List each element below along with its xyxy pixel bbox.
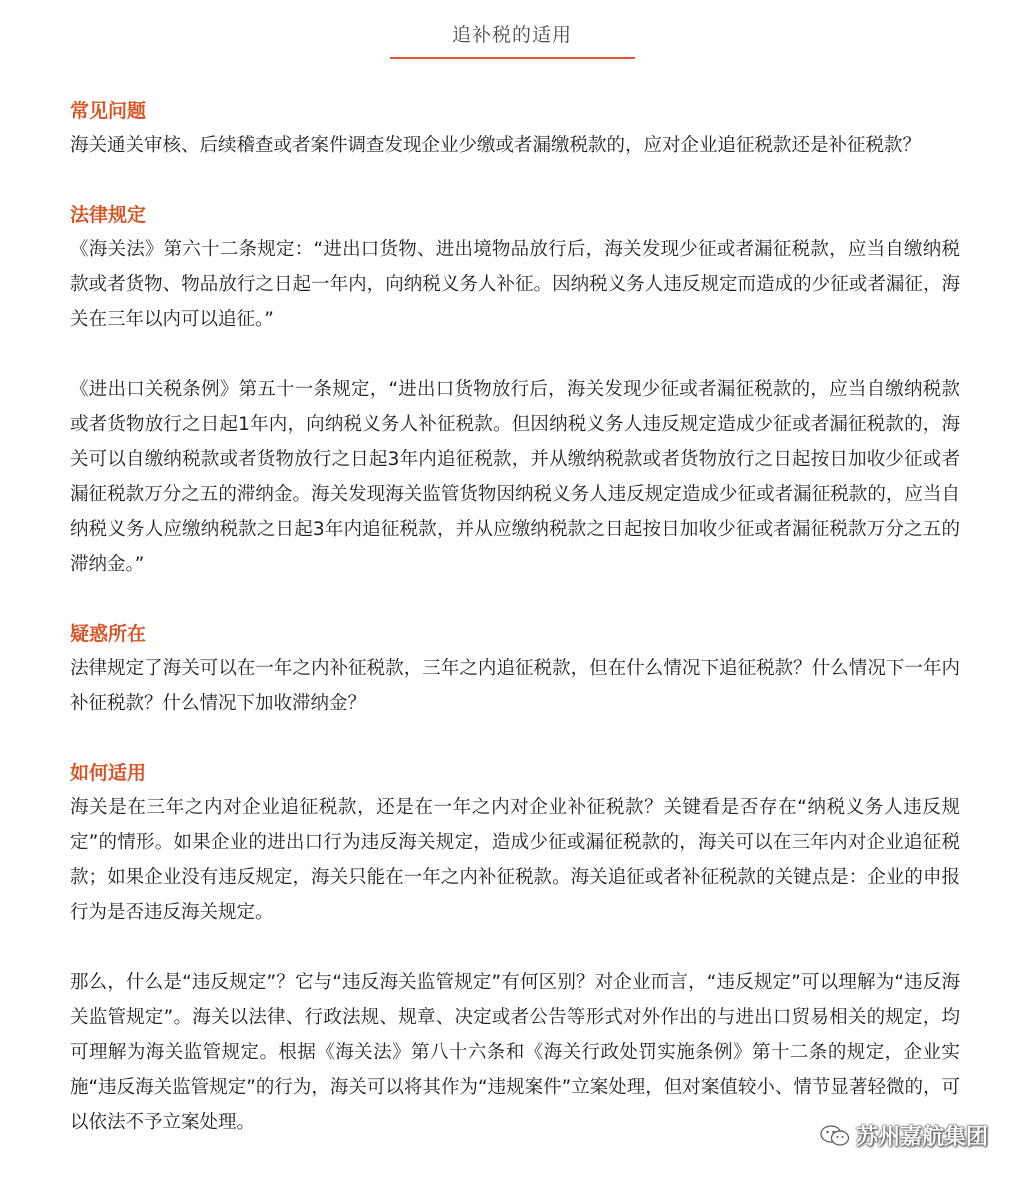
wechat-icon — [820, 1125, 850, 1147]
section-paragraph: 法律规定了海关可以在一年之内补征税款，三年之内追征税款，但在什么情况下追征税款？什么情况下一年内补征税款？什么情况下加收滞纳金？ — [70, 658, 960, 714]
section-legal-provisions — [70, 198, 960, 582]
article-title: 追补税的适用 — [451, 24, 572, 46]
section-paragraph: 海关是在三年之内对企业追征税款，还是在一年之内对企业补征税款？关键看是否存在“纳税义务人违反规定”的情形。如果企业的进出口行为违反海关规定，造成少征或漏征税款的，海关可以在三年内对企业追征税款；如果企业没有违反规定，海关只能在一年之内补征税款。海关追征或者补征税款的关键点是：企业的申报行为是否违反海关规定。 — [70, 797, 960, 923]
section-how-to-apply — [70, 756, 960, 1140]
section-heading: 如何适用 — [70, 762, 147, 784]
title-wrap — [0, 20, 1024, 50]
article-body — [70, 94, 960, 1140]
watermark-text: 苏州嘉航集团 — [855, 1125, 988, 1150]
section-paragraph: 《海关法》第六十二条规定：“进出口货物、进出境物品放行后，海关发现少征或者漏征税款，应当自缴纳税款或者货物、物品放行之日起一年内，向纳税义务人补征。因纳税义务人违反规定而造成的少征或者漏征，海关在三年以内可以追征。” — [70, 239, 960, 330]
section-common-question — [70, 94, 960, 163]
section-heading: 疑惑所在 — [70, 623, 147, 645]
section-heading: 常见问题 — [70, 100, 147, 122]
watermark — [820, 1120, 988, 1151]
section-paragraph: 那么，什么是“违反规定”？它与“违反海关监管规定”有何区别？对企业而言，“违反规定”可以理解为“违反海关监管规定”。海关以法律、行政法规、规章、决定或者公告等形式对外作出的与进出口贸易相关的规定，均可理解为海关监管规定。根据《海关法》第八十六条和《海关行政处罚实施条例》第十二条的规定，企业实施“违反海关监管规定”的行为，海关可以将其作为“违规案件”立案处理，但对案值较小、情节显著轻微的，可以依法不予立案处理。 — [70, 972, 960, 1133]
section-paragraph: 海关通关审核、后续稽查或者案件调查发现企业少缴或者漏缴税款的，应对企业追征税款还是补征税款？ — [70, 135, 922, 156]
section-paragraph: 《进出口关税条例》第五十一条规定，“进出口货物放行后，海关发现少征或者漏征税款的，应当自缴纳税款或者货物放行之日起1年内，向纳税义务人补征税款。但因纳税义务人违反规定造成少征或者漏征税款的，海关可以自缴纳税款或者货物放行之日起3年内追征税款，并从缴纳税款或者货物放行之日起按日加收少征或者漏征税款万分之五的滞纳金。海关发现海关监管货物因纳税义务人违反规定造成少征或者漏征税款的，应当自纳税义务人应缴纳税款之日起3年内追征税款，并从应缴纳税款之日起按日加收少征或者漏征税款万分之五的滞纳金。” — [70, 379, 960, 575]
section-doubts — [70, 617, 960, 721]
section-heading: 法律规定 — [70, 204, 147, 226]
title-underline — [390, 57, 635, 59]
